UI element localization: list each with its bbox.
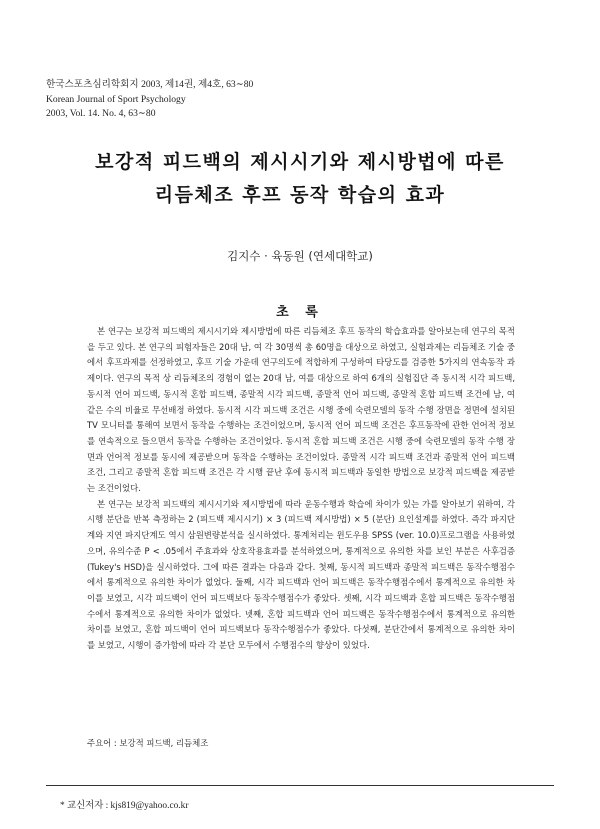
- journal-info-korean: 한국스포츠심리학회지 2003, 제14권, 제4호, 63∼80: [46, 79, 254, 90]
- abstract-paragraph-1: 본 연구는 보강적 피드백의 제시시기와 제시방법에 따른 리듬체조 후프 동작의 학습효과를 알아보는데 연구의 목적을 두고 있다. 본 연구의 피험자들은 20대 남, 여 각 30명씩 총 60명을 대상으로 하였고, 실험과제는 리듬체조 기술 중에서 후프과제를 선정하였고, 후프 기술 가운데 연구의도에 적합하게 구성하여 타당도를 검증한 5가지의 연속동작 과제이다. 연구의 목적 상 리듬체조의 경험이 없는 20대 남, 여를 대상으로 하여 6개의 실험집단 즉 동시적 시각 피드백, 동시적 언어 피드백, 동시적 혼합 피드백, 종말적 시각 피드백, 종말적 언어 피드백, 종말적 혼합 피드백 조건에 남, 여 같은 수의 비율로 무선배정 하였다. 동시적 시각 피드백 조건은 시행 중에 숙련모델의 동작 수행 장면을 정면에 설치된 TV 모니터를 통해여 보면서 동작을 수행하는 조건이었으며, 동시적 언어 피드백 조건은 후프동작에 관한 언어적 정보를 연속적으로 들으면서 동작을 수행하는 조건이었다. 동시적 혼합 피드백 조건은 시행 중에 숙련모델의 동작 수행 장면과 언어적 정보를 동시에 제공받으며 동작을 수행하는 조건이었다. 종말적 시각 피드백 조건과 종말적 언어 피드백 조건, 그리고 종말적 혼합 피드백 조건은 각 시행 끝난 후에 동시적 피드백과 동일한 방법으로 보강적 피드백을 제공받는 조건이었다.: [87, 326, 515, 494]
- paper-title-line1: 보강적 피드백의 제시시기와 제시방법에 따른: [95, 151, 505, 173]
- paper-title-line2: 리듬체조 후프 동작 학습의 효과: [154, 184, 446, 206]
- abstract-paragraph-2: 본 연구는 보강적 피드백의 제시시기와 제시방법에 따라 운동수행과 학습에 차이가 있는 가를 알아보기 위하여, 각 시행 분단을 반복 측정하는 2 (피드백 제시시기) × 3 (피드백 제시방법) × 5 (분단) 요인설계를 하였다. 즉각 파지단계와 지연 파지단계도 역시 삼원변량분석을 실시하였다. 통계처리는 윈도우용 SPSS (ver. 10.0)프로그램을 사용하였으며, 유의수준 P < .05에서 주효과와 상호작용효과를 분석하였으며, 통계적으로 유의한 차를 보인 부분은 사후검증 (Tukey's HSD)을 실시하였다. 그에 따른 결과는 다음과 같다. 첫째, 동시적 피드백과 종말적 피드백은 동작수행점수에서 통계적으로 유의한 차이가 없었다. 둘째, 시각 피드백과 언어 피드백은 동작수행점수에서 통계적으로 유의한 차이를 보였고, 시각 피드백이 언어 피드백보다 동작수행점수가 좋았다. 셋째, 시각 피드백과 혼합 피드백은 동작수행점수에서 통계적으로 유의한 차이가 없었다. 넷째, 혼합 피드백과 언어 피드백은 동작수행점수에서 통계적으로 유의한 차이를 보였고, 혼합 피드백이 언어 피드백보다 동작수행점수가 좋았다. 다섯째, 분단간에서 통계적으로 유의한 차이를 보였고, 시행이 증가함에 따라 각 분단 모두에서 수행점수의 향상이 있었다.: [87, 498, 515, 651]
- abstract-heading: 초 록: [276, 305, 324, 320]
- abstract-body: [87, 324, 515, 654]
- journal-info-volume: 2003, Vol. 14. No. 4, 63∼80: [46, 108, 156, 119]
- footnote-divider: [46, 785, 554, 786]
- keywords: 주요어 : 보강적 피드백, 리듬체조: [87, 738, 209, 748]
- corresponding-author-footnote: * 교신저자 : kjs819@yahoo.co.kr: [60, 801, 189, 811]
- journal-info-english: Korean Journal of Sport Psychology: [46, 93, 186, 105]
- authors: 김지수 · 육동원 (연세대학교): [227, 249, 373, 263]
- journal-info: [46, 78, 253, 122]
- paper-title: [0, 146, 600, 212]
